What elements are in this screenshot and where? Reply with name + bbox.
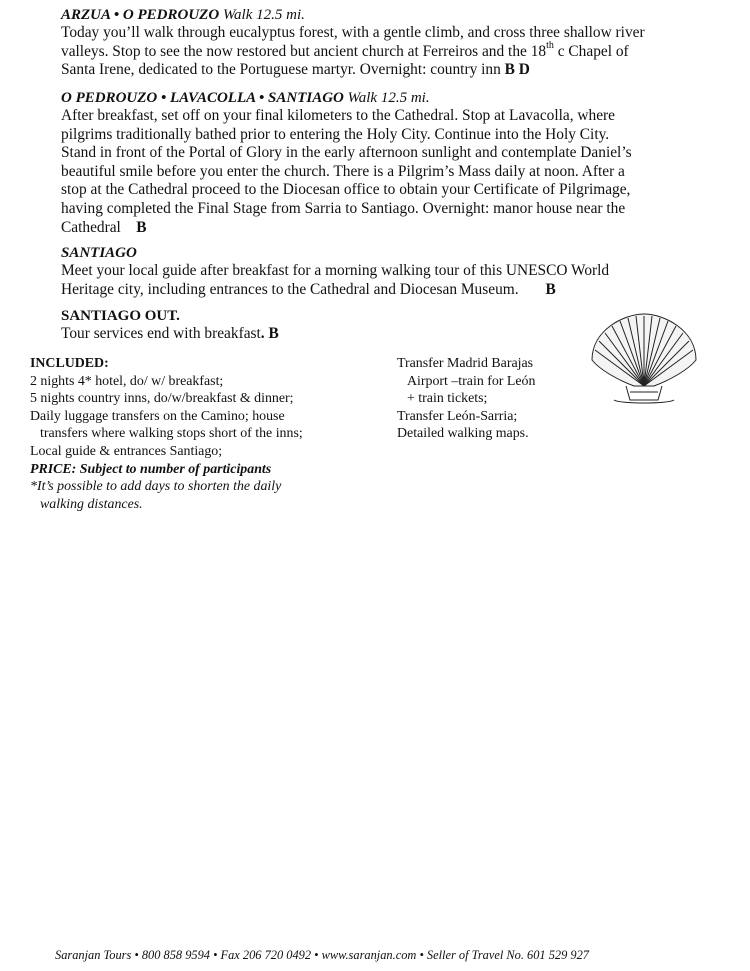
body-line-text: valleys. Stop to see the now restored but ancient church at Ferreiros and the 18 xyxy=(61,42,547,60)
walk-distance: Walk 12.5 mi. xyxy=(222,7,305,23)
body-line-text: Heritage city, including entrances to the Cathedral and Diocesan Museum. xyxy=(61,280,519,298)
body-line-text: Tour services end with breakfast xyxy=(61,325,261,342)
included-item: Detailed walking maps. xyxy=(397,426,529,442)
body-line xyxy=(61,40,701,62)
included-item: Local guide & entrances Santiago; xyxy=(30,443,223,459)
footnote: *It’s possible to add days to shorten the daily xyxy=(30,479,282,495)
section-body xyxy=(61,107,701,237)
body-line xyxy=(61,281,701,300)
included-list xyxy=(30,355,390,513)
section-body xyxy=(61,24,701,80)
section-title: SANTIAGO xyxy=(61,245,137,261)
included-item: Airport –train for León xyxy=(407,373,536,389)
scallop-shell-icon xyxy=(584,308,704,408)
included-item: + train tickets; xyxy=(407,391,488,407)
included-item: 2 nights 4* hotel, do/ w/ breakfast; xyxy=(30,373,224,389)
section-title: O PEDROUZO • LAVACOLLA • SANTIAGO xyxy=(61,90,344,106)
footer-contact: Saranjan Tours • 800 858 9594 • Fax 206 720 0492 • www.saranjan.com • Seller of Travel No. 601 529 927 xyxy=(55,948,589,962)
body-line-text: Santa Irene, dedicated to the Portuguese martyr. Overnight: country inn xyxy=(61,61,501,79)
body-line: Today you’ll walk through eucalyptus forest, with a gentle climb, and cross three shallow river xyxy=(61,24,645,41)
included-item: transfers where walking stops short of the inns; xyxy=(40,426,303,442)
included-heading: INCLUDED: xyxy=(30,356,109,371)
included-item: 5 nights country inns, do/w/breakfast & dinner; xyxy=(30,391,294,407)
meal-code: B D xyxy=(504,61,530,79)
included-item: Daily luggage transfers on the Camino; house xyxy=(30,408,285,424)
body-line xyxy=(61,219,701,238)
body-line: beautiful smile before you enter the church. There is a Pilgrim’s Mass daily at noon. After a xyxy=(61,162,625,180)
walk-distance: Walk 12.5 mi. xyxy=(347,90,430,106)
section-heading xyxy=(61,89,701,107)
body-line: stop at the Cathedral proceed to the Diocesan office to obtain your Certificate of Pilgrimage, xyxy=(61,181,631,199)
included-item: Transfer Madrid Barajas xyxy=(397,356,534,371)
body-line-tail: c Chapel of xyxy=(553,42,629,60)
body-line-text: Cathedral xyxy=(61,218,121,236)
section-title: ARZUA • O PEDROUZO xyxy=(61,7,220,23)
section-arzua-pedrouzo xyxy=(61,6,701,80)
section-title: SANTIAGO OUT. xyxy=(61,308,180,324)
body-line xyxy=(61,61,701,80)
section-body xyxy=(61,262,701,299)
price-note: PRICE: Subject to number of participants xyxy=(30,461,272,477)
body-line: having completed the Final Stage from Sarria to Santiago. Overnight: manor house near the xyxy=(61,199,626,217)
included-list-2 xyxy=(397,355,567,443)
body-line: After breakfast, set off on your final kilometers to the Cathedral. Stop at Lavacolla, where xyxy=(61,107,616,124)
included-item: Transfer León-Sarria; xyxy=(397,408,518,424)
section-heading xyxy=(61,244,701,262)
meal-code: . B xyxy=(260,325,279,342)
section-heading xyxy=(61,6,701,24)
meal-code: B xyxy=(545,280,556,298)
body-line: pilgrims traditionally bathed prior to entering the Holy City. Continue into the Holy City. xyxy=(61,125,610,143)
body-line: Meet your local guide after breakfast for a morning walking tour of this UNESCO World xyxy=(61,262,610,279)
section-santiago xyxy=(61,244,701,299)
superscript: th xyxy=(546,40,554,52)
footnote: walking distances. xyxy=(40,496,143,512)
meal-code: B xyxy=(136,218,147,236)
section-pedrouzo-santiago xyxy=(61,89,701,237)
body-line: Stand in front of the Portal of Glory in the early afternoon sunlight and contemplate Daniel’s xyxy=(61,144,632,162)
